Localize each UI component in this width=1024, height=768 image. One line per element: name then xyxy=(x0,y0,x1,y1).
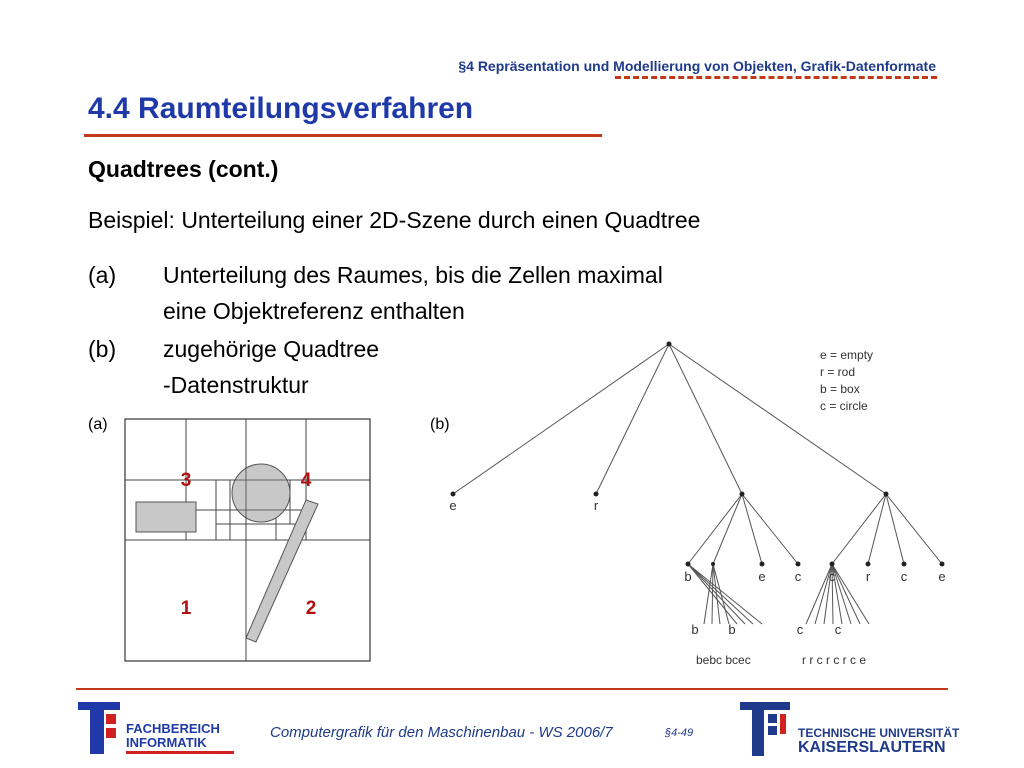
leaves-right: r r c r c r c e xyxy=(802,653,866,667)
node-label-e3: e xyxy=(938,569,946,584)
legend-empty: e = empty xyxy=(820,348,874,362)
box-object xyxy=(136,502,196,532)
item-b-line2: -Datenstruktur xyxy=(163,372,309,398)
logo-left-line1: FACHBEREICH xyxy=(126,721,220,736)
leaves-left: bebc bcec xyxy=(696,653,751,667)
legend-circle: c = circle xyxy=(820,399,868,413)
node-label-e: e xyxy=(449,498,457,513)
logo-right-line1: TECHNISCHE UNIVERSITÄT xyxy=(798,726,960,740)
item-a-line1: Unterteilung des Raumes, bis die Zellen maximal xyxy=(163,262,663,288)
quadtree-structure-figure xyxy=(440,334,960,674)
quadrant-label-3: 3 xyxy=(180,470,192,491)
logo-right-line2: KAISERSLAUTERN xyxy=(798,739,946,756)
node-label-b3: b xyxy=(691,622,699,637)
item-b-marker: (b) xyxy=(88,336,117,362)
course-title: Computergrafik für den Maschinenbau - WS 2006/7 xyxy=(270,724,613,741)
quadrant-label-4: 4 xyxy=(300,470,312,491)
node-label-c3: c xyxy=(900,569,908,584)
item-b-line1: zugehörige Quadtree xyxy=(163,336,380,362)
logo-left-underline xyxy=(126,751,234,754)
slide-title: 4.4 Raumteilungsverfahren xyxy=(88,92,474,125)
logo-left-line2: INFORMATIK xyxy=(126,735,207,750)
quadrant-label-2: 2 xyxy=(305,598,317,619)
quadrant-label-1: 1 xyxy=(180,598,192,619)
node-label-c2: c xyxy=(828,569,836,584)
node-label-r: r xyxy=(593,498,599,513)
header-underline xyxy=(615,76,937,79)
tu-kaiserslautern-logo-icon xyxy=(738,700,796,758)
item-a-marker: (a) xyxy=(88,262,117,288)
footer-rule xyxy=(76,688,948,690)
slide-subtitle: Quadtrees (cont.) xyxy=(88,156,279,182)
page-number: §4-49 xyxy=(665,727,694,739)
legend-rod: r = rod xyxy=(820,365,856,379)
fachbereich-logo-icon xyxy=(76,700,126,756)
quadtree-scene-figure xyxy=(116,414,378,668)
node-label-c5: c xyxy=(834,622,842,637)
node-label-r2: r xyxy=(865,569,871,584)
node-label-e2: e xyxy=(758,569,766,584)
figure-a-label: (a) xyxy=(88,416,108,433)
intro-text: Beispiel: Unterteilung einer 2D-Szene durch einen Quadtree xyxy=(88,207,701,233)
node-label-b4: b xyxy=(728,622,736,637)
legend-box: b = box xyxy=(820,382,860,396)
item-a-line2: eine Objektreferenz enthalten xyxy=(163,298,465,324)
circle-object xyxy=(232,464,290,522)
node-label-c: c xyxy=(794,569,802,584)
figure-b-label: (b) xyxy=(430,416,450,433)
node-label-b: b xyxy=(684,569,692,584)
title-rule xyxy=(84,134,602,137)
node-label-c4: c xyxy=(796,622,804,637)
chapter-header: §4 Repräsentation und Modellierung von Objekten, Grafik-Datenformate xyxy=(458,58,936,74)
